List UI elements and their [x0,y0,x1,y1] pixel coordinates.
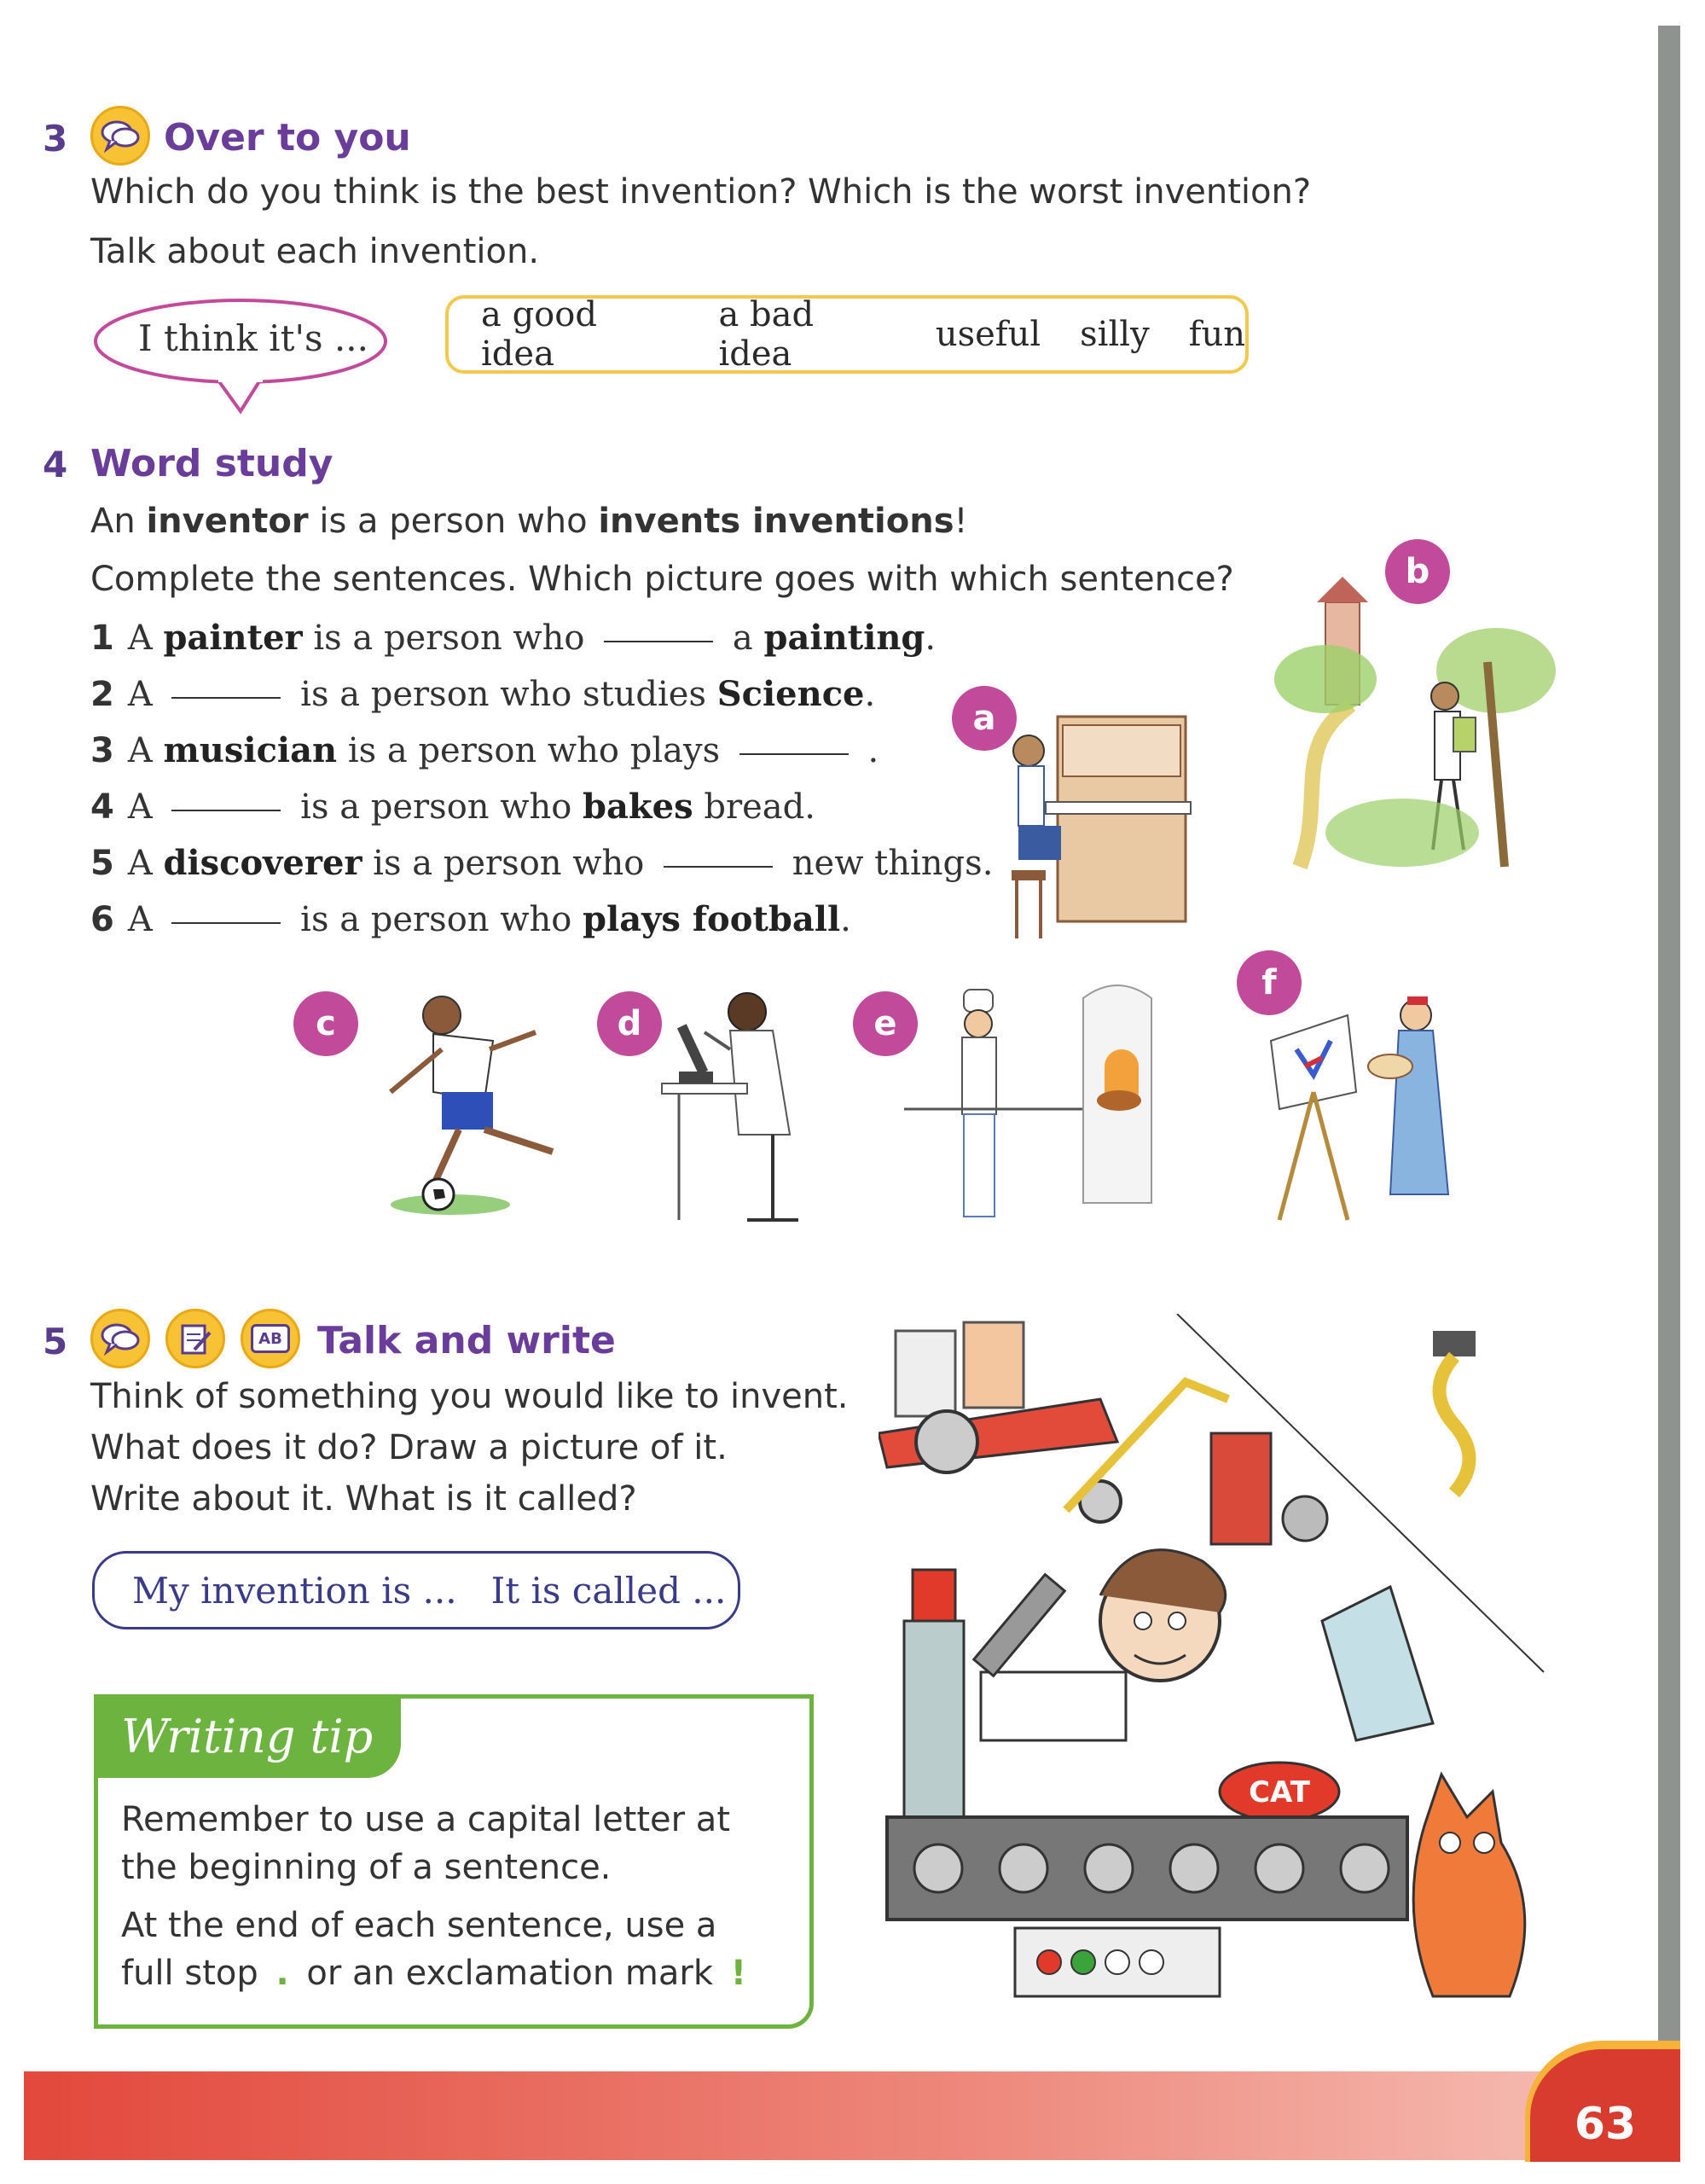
section-3-line-1: Which do you think is the best invention? Which is the worst invention? [90,172,1312,212]
tip-line-3: At the end of each sentence, use a [121,1906,717,1945]
speech-bubbles-icon [90,1309,150,1368]
section-5-title: Talk and write [317,1319,616,1362]
picture-label-f: f [1237,950,1302,1015]
answer-blank[interactable] [739,752,849,755]
section-4-title: Word study [90,442,333,485]
section-3-title: Over to you [164,116,411,160]
page-number-tab [1525,2041,1680,2162]
sentence-6: 6 A is a person who plays football. [90,899,851,939]
speech-bubbles-icon [90,106,150,166]
tip-line-4: full stop . or an exclamation mark ! [121,1954,746,1993]
section-5-line-1: Think of something you would like to invent. [90,1377,849,1416]
section-4-intro: An inventor is a person who invents inventions! [90,502,968,541]
prompt-box [92,1551,740,1629]
picture-label-d: d [597,991,662,1056]
sentence-3: 3 A musician is a person who plays . [90,730,879,770]
answer-blank[interactable] [664,865,773,868]
section-3-number: 3 [43,118,68,160]
footer-band [24,2071,1644,2160]
picture-label-c: c [293,991,358,1056]
sentence-5: 5 A discoverer is a person who new things. [90,843,994,883]
picture-label-a: a [952,686,1017,751]
page-edge-bar [1658,26,1680,2065]
writing-tip-title: Writing tip [121,1709,374,1763]
footballer-illustration [382,981,604,1220]
option: fun [1188,315,1245,354]
section-3-line-2: Talk about each invention. [90,232,540,271]
sentence-2: 2 A is a person who studies Science. [90,674,876,714]
option: silly [1080,315,1150,354]
option: a bad idea [718,295,815,374]
options-box [445,295,1249,374]
piano-player-illustration [1003,700,1225,947]
option: useful [935,315,1041,354]
section-4-number: 4 [43,444,68,485]
picture-label-e: e [853,991,918,1056]
section-4-instruction: Complete the sentences. Which picture goes with which sentence? [90,560,1234,599]
prompt-box-text: My invention is ... It is called ... [132,1569,727,1612]
sentence-4: 4 A is a person who bakes bread. [90,787,815,827]
answer-blank[interactable] [171,921,281,924]
writing-tip-header [94,1694,401,1778]
sentence-1: 1 A painter is a person who a painting. [90,618,937,658]
answer-blank[interactable] [171,809,281,811]
baker-illustration [896,981,1177,1237]
notepad-pencil-icon [165,1309,225,1368]
picture-label-b: b [1385,539,1450,604]
activity-book-icon: AB [241,1309,300,1368]
section-5-line-2: What does it do? Draw a picture of it. [90,1428,728,1467]
section-5-number: 5 [43,1321,68,1362]
cat-bowl-label: CAT [1249,1775,1310,1809]
answer-blank[interactable] [604,640,713,642]
speech-bubble-text: I think it's ... [138,317,368,359]
page-number: 63 [1574,2099,1637,2150]
scientist-illustration [645,981,841,1237]
tip-line-1: Remember to use a capital letter at [121,1800,731,1839]
painter-illustration [1262,981,1467,1228]
explorer-illustration [1274,577,1556,875]
option: a good idea [481,295,597,374]
answer-blank[interactable] [171,696,281,699]
invention-machine-illustration [879,1314,1569,2030]
section-5-line-3: Write about it. What is it called? [90,1479,637,1519]
tip-line-2: the beginning of a sentence. [121,1848,612,1887]
